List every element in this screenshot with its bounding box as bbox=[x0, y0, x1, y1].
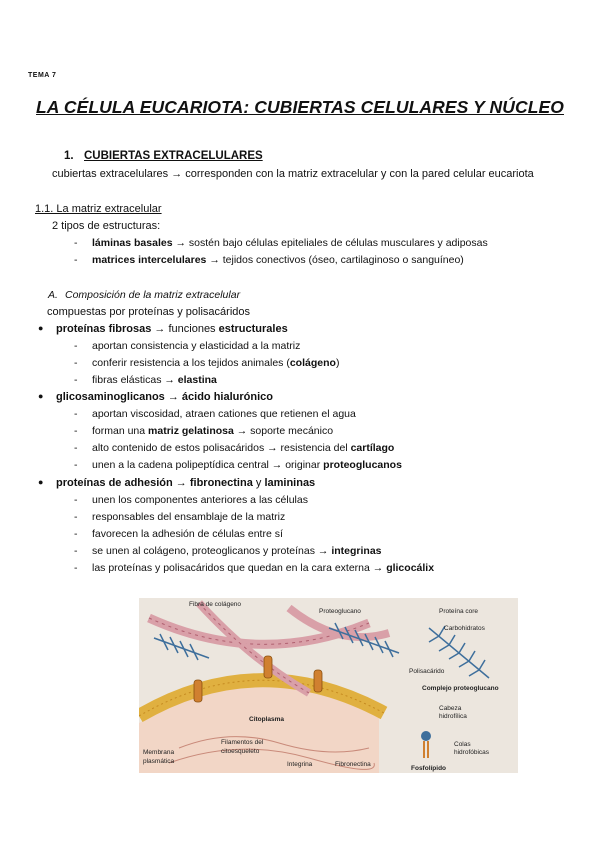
list-item: - unen los componentes anteriores a las células bbox=[74, 494, 308, 506]
label-head-2: hidrofílica bbox=[439, 713, 467, 720]
document-title: LA CÉLULA EUCARIOTA: CUBIERTAS CELULARES Y NÚCLEO bbox=[36, 97, 564, 117]
list-item-text: responsables del ensamblaje de la matriz bbox=[92, 511, 286, 523]
list-item-text: → soporte mecánico bbox=[233, 425, 334, 437]
term: colágeno bbox=[289, 357, 336, 369]
list-item-text: ) bbox=[335, 357, 340, 369]
section-a-title: Composición de la matriz extracelular bbox=[65, 289, 241, 301]
section-a-heading bbox=[48, 289, 240, 301]
list-item-text: favorecen la adhesión de células entre sí bbox=[92, 528, 283, 540]
label-tails-2: hidrofóbicas bbox=[454, 749, 490, 756]
section-1-heading bbox=[64, 150, 263, 162]
section-a-intro: compuestas por proteínas y polisacáridos bbox=[47, 306, 250, 318]
label-membrane-1: Membrana bbox=[143, 749, 175, 756]
subsection-intro: 2 tipos de estructuras: bbox=[52, 220, 161, 232]
section-number: 1. bbox=[64, 150, 74, 162]
label-polysaccharide: Polisacárido bbox=[409, 668, 445, 675]
bullet-term: estructurales bbox=[218, 323, 288, 335]
list-item: - conferir resistencia a los tejidos animales (colágeno) bbox=[74, 357, 340, 369]
section-title: CUBIERTAS EXTRACELULARES bbox=[84, 150, 263, 162]
bullet-item: ● glicosaminoglicanos → ácido hialurónico bbox=[38, 391, 273, 403]
term-desc: → sostén bajo células epiteliales de células musculares y adiposas bbox=[172, 237, 488, 249]
label-integrin: Integrina bbox=[287, 761, 313, 768]
list-item-text: aportan viscosidad, atraen cationes que retienen el agua bbox=[92, 408, 356, 420]
subsection-1-1-heading: 1.1. La matriz extracelular bbox=[35, 203, 162, 215]
list-item-text: unen los componentes anteriores a las células bbox=[92, 494, 308, 506]
list-item: - forman una matriz gelatinosa → soporte mecánico bbox=[74, 425, 334, 437]
list-item-text: aportan consistencia y elasticidad a la matriz bbox=[92, 340, 301, 352]
list-item: - aportan consistencia y elasticidad a la matriz bbox=[74, 340, 301, 352]
list-item-text: conferir resistencia a los tejidos animales ( bbox=[92, 357, 290, 369]
bullet-term: proteínas fibrosas bbox=[56, 323, 152, 335]
list-item: - favorecen la adhesión de células entre sí bbox=[74, 528, 283, 540]
term: cartílago bbox=[350, 442, 395, 454]
label-membrane-2: plasmática bbox=[143, 758, 175, 765]
list-item: - aportan viscosidad, atraen cationes que retienen el agua bbox=[74, 408, 356, 420]
term: integrinas bbox=[331, 545, 382, 557]
list-item-text: alto contenido de estos polisacáridos → resistencia del bbox=[92, 442, 351, 454]
term: matrices intercelulares bbox=[92, 254, 207, 266]
label-phospholipid: Fosfolípido bbox=[411, 765, 447, 772]
bullet-joiner: y bbox=[252, 477, 265, 489]
label-fibronectin: Fibronectina bbox=[335, 761, 371, 768]
label-proteoglycan-complex: Complejo proteoglucano bbox=[422, 685, 499, 692]
bullet-term: proteínas de adhesión → fibronectina bbox=[56, 477, 253, 489]
label-filaments-2: citoesqueleto bbox=[221, 748, 260, 755]
list-item: - matrices intercelulares → tejidos conectivos (óseo, cartilaginoso o sanguíneo) bbox=[74, 254, 464, 266]
bullet-term: glicosaminoglicanos → ácido hialurónico bbox=[56, 391, 273, 403]
list-item-text: forman una bbox=[92, 425, 149, 437]
bullet-term: lamininas bbox=[264, 477, 316, 489]
ecm-illustration bbox=[139, 598, 518, 773]
list-item: - responsables del ensamblaje de la matriz bbox=[74, 511, 286, 523]
list-item: - unen a la cadena polipeptídica central → originar proteoglucanos bbox=[74, 459, 402, 471]
bullet-item: ● proteínas fibrosas → funciones estructurales bbox=[38, 323, 288, 335]
label-core-protein: Proteína core bbox=[439, 608, 479, 615]
section-1-intro: cubiertas extracelulares → corresponden con la matriz extracelular y con la pared celular eucariota bbox=[52, 168, 534, 180]
list-item: - se unen al colágeno, proteoglicanos y proteínas → integrinas bbox=[74, 545, 382, 557]
label-cytoplasm: Citoplasma bbox=[249, 716, 285, 723]
label-filaments-1: Filamentos del bbox=[221, 739, 264, 746]
section-letter: A. bbox=[48, 289, 58, 301]
list-item-text: fibras elásticas → bbox=[92, 374, 178, 386]
list-item: - las proteínas y polisacáridos que quedan en la cara externa → glicocálix bbox=[74, 562, 435, 574]
ecm-figure bbox=[139, 598, 518, 773]
term: elastina bbox=[177, 374, 217, 386]
topic-label: TEMA 7 bbox=[28, 72, 57, 79]
bullet-item: ● proteínas de adhesión → fibronectina y lamininas bbox=[38, 477, 316, 489]
list-item: - láminas basales → sostén bajo células epiteliales de células musculares y adiposas bbox=[74, 237, 488, 249]
label-proteoglycan: Proteoglucano bbox=[319, 608, 361, 615]
list-item: - fibras elásticas → elastina bbox=[74, 374, 217, 386]
list-item-text: las proteínas y polisacáridos que quedan en la cara externa → bbox=[92, 562, 387, 574]
term: láminas basales bbox=[92, 237, 173, 249]
label-carbohydrates: Carbohidratos bbox=[444, 625, 485, 632]
term: glicocálix bbox=[386, 562, 435, 574]
label-collagen: Fibra de colágeno bbox=[189, 601, 242, 608]
label-tails-1: Colas bbox=[454, 741, 471, 748]
bullet-arrow-text: → funciones bbox=[151, 323, 219, 335]
list-item-text: unen a la cadena polipeptídica central → originar bbox=[92, 459, 324, 471]
term: matriz gelatinosa bbox=[148, 425, 234, 437]
label-head-1: Cabeza bbox=[439, 705, 462, 712]
list-item: - alto contenido de estos polisacáridos → resistencia del cartílago bbox=[74, 442, 395, 454]
term: proteoglucanos bbox=[323, 459, 402, 471]
phospholipid-head bbox=[421, 731, 431, 741]
list-item-text: se unen al colágeno, proteoglicanos y proteínas → bbox=[92, 545, 332, 557]
term-desc: → tejidos conectivos (óseo, cartilaginoso o sanguíneo) bbox=[206, 254, 464, 266]
